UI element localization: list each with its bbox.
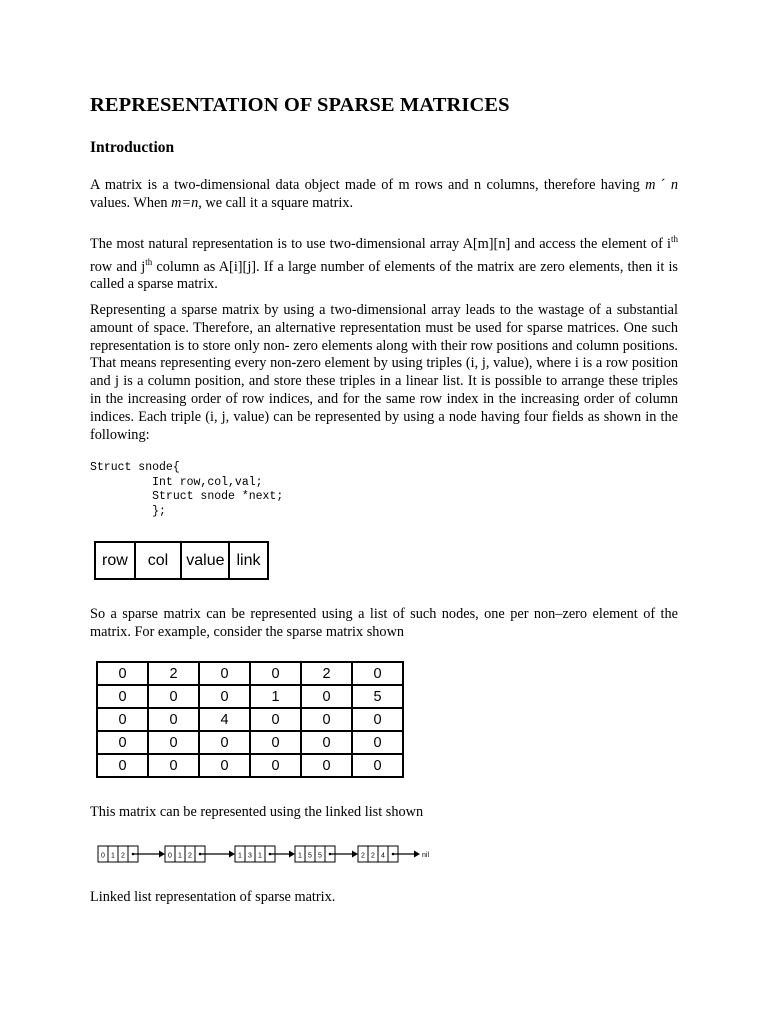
matrix-cell: 0 (250, 662, 301, 685)
node-field-col: col (135, 542, 181, 579)
matrix-cell: 0 (148, 685, 199, 708)
node-value: 2 (121, 852, 125, 860)
matrix-row (97, 685, 403, 708)
text-run: row and j (90, 258, 146, 275)
linked-list-node (358, 846, 420, 862)
caption-linked-list: Linked list representation of sparse matrix. (90, 889, 336, 905)
matrix-cell: 0 (199, 685, 250, 708)
paragraph-triples: Representing a sparse matrix by using a two-dimensional array leads to the wastage of a substantial amount of space. Therefore, an alternative representation must be used for sparse matrices. One such representation is to store only non- zero elements along with their row positions and column positions. That means representing every non-zero element by using triples (i, j, value), where i is a row position and j is a column position, and store these triples in a linear list. It is possible to arrange these triples in the increasing order of row indices, and for the same row index in the increasing order of column indices. Each triple (i, j, value) can be represented by using a node having four fields as shown in the following: (90, 302, 678, 443)
matrix-row (97, 754, 403, 777)
node-value: 1 (298, 852, 302, 860)
text-run: A matrix is a two-dimensional data object made of m rows and n columns, therefore having (90, 177, 646, 193)
matrix-cell: 0 (97, 731, 148, 754)
node-value: 5 (308, 852, 312, 860)
node-value: 3 (248, 852, 252, 860)
matrix-cell: 2 (148, 662, 199, 685)
linked-list-node (98, 846, 165, 862)
superscript: th (145, 256, 153, 267)
text-run: The most natural representation is to use two-dimensional array A[m][n] and access the element of i (90, 235, 671, 252)
node-value: 1 (178, 852, 182, 860)
nil-label: nil (422, 852, 430, 859)
linked-list-node (295, 846, 358, 862)
matrix-cell: 0 (97, 685, 148, 708)
matrix-cell: 1 (250, 685, 301, 708)
text-run: m (645, 177, 656, 193)
paragraph-natural-representation (90, 231, 678, 294)
node-value: 2 (371, 852, 375, 860)
paragraph-linked-list-intro: This matrix can be represented using the linked list shown (90, 804, 424, 820)
matrix-cell: 0 (352, 708, 403, 731)
matrix-cell: 0 (97, 662, 148, 685)
node-value: 4 (381, 852, 385, 860)
node-value: 1 (238, 852, 242, 860)
link-arrow-head (289, 851, 295, 858)
sparse-matrix-table (96, 661, 404, 778)
node-value: 1 (258, 852, 262, 860)
matrix-cell: 0 (148, 754, 199, 777)
node-value: 5 (318, 852, 322, 860)
node-value: 0 (168, 852, 172, 860)
text-run: values. When (90, 194, 172, 211)
node-value: 1 (111, 852, 115, 860)
linked-list-node (165, 846, 235, 862)
matrix-row (97, 662, 403, 685)
matrix-cell: 0 (148, 708, 199, 731)
linked-list-diagram (96, 842, 441, 870)
matrix-row (97, 708, 403, 731)
matrix-cell: 0 (97, 708, 148, 731)
code-snippet-snode: Struct snode{ Int row,col,val; Struct snode *next; }; (90, 461, 284, 518)
matrix-cell: 0 (301, 685, 352, 708)
page-title: REPRESENTATION OF SPARSE MATRICES (90, 94, 510, 116)
node-field-link: link (229, 542, 267, 579)
matrix-cell: 4 (199, 708, 250, 731)
matrix-cell: 0 (199, 754, 250, 777)
matrix-cell: 0 (352, 731, 403, 754)
matrix-cell: 0 (250, 754, 301, 777)
text-run: m=n (171, 194, 199, 211)
paragraph-matrix-definition (90, 177, 678, 213)
node-value: 0 (101, 852, 105, 860)
matrix-cell: 0 (352, 754, 403, 777)
matrix-cell: 0 (301, 754, 352, 777)
matrix-cell: 0 (199, 662, 250, 685)
matrix-cell: 0 (97, 754, 148, 777)
matrix-cell: 0 (352, 662, 403, 685)
matrix-cell: 0 (301, 708, 352, 731)
matrix-cell: 0 (250, 708, 301, 731)
paragraph-list-of-nodes: So a sparse matrix can be represented using a list of such nodes, one per non–zero element of the matrix. For example, consider the sparse matrix shown (90, 606, 678, 640)
link-arrow-head (229, 851, 235, 858)
matrix-cell: 5 (352, 685, 403, 708)
link-arrow-head (414, 851, 420, 858)
linked-list-node (235, 846, 295, 862)
node-field-row: row (95, 542, 135, 579)
text-run: column as A[i][j]. If a large number of elements of the matrix are zero elements, then it is called a sparse matrix. (90, 258, 678, 293)
matrix-cell: 2 (301, 662, 352, 685)
node-value: 2 (188, 852, 192, 860)
matrix-cell: 0 (301, 731, 352, 754)
link-arrow-head (159, 851, 165, 858)
section-heading-introduction: Introduction (90, 139, 175, 156)
node-value: 2 (361, 852, 365, 860)
superscript: th (670, 234, 678, 244)
node-field-value: value (181, 542, 229, 579)
matrix-cell: 0 (148, 731, 199, 754)
text-run: , we call it a square matrix. (198, 194, 354, 211)
node-fields-diagram (94, 541, 269, 580)
text-run: n (670, 177, 678, 193)
matrix-cell: 0 (250, 731, 301, 754)
text-run: ´ (660, 177, 666, 193)
link-arrow-head (352, 851, 358, 858)
matrix-cell: 0 (199, 731, 250, 754)
matrix-row (97, 731, 403, 754)
